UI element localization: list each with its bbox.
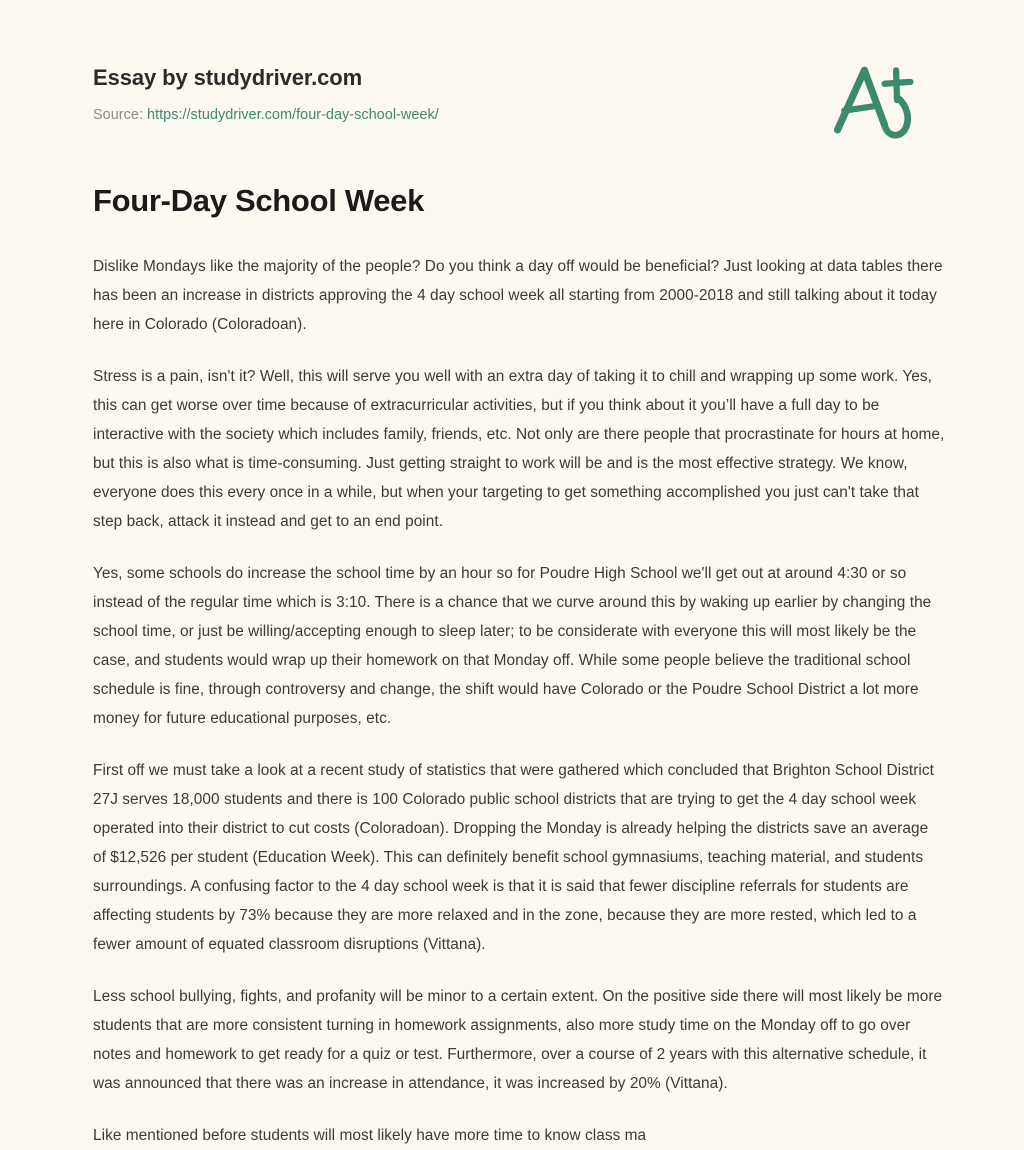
article (93, 182, 945, 1150)
paragraph: Dislike Mondays like the majority of the people? Do you think a day off would be beneficial? Just looking at data tables there has been an increase in districts approving the 4 day school week all starting from 2000-2018 and still talking about it today here in Colorado (Coloradoan). (93, 258, 943, 334)
article-body (93, 252, 945, 1150)
paragraph: Like mentioned before students will most likely have more time to know class ma (93, 1127, 647, 1145)
paragraph: Yes, some schools do increase the school time by an hour so for Poudre High School we'll get out at around 4:30 or so instead of the regular time which is 3:10. There is a chance that we curve around this by waking up earlier by changing the school time, or just be willing/accepting enough to sleep later; to be considerate with everyone this will most likely be the case, and students would wrap up their homework on that Monday off. While some people believe the traditional school schedule is fine, through controversy and change, the shift would have Colorado or the Poudre School District a lot more money for future educational purposes, etc. (93, 565, 932, 728)
brand-title: Essay by studydriver.com (93, 65, 363, 90)
page-header (0, 0, 1024, 182)
paragraph: Stress is a pain, isn't it? Well, this will serve you well with an extra day of taking it to chill and wrapping up some work. Yes, this can get worse over time because of extracurricular activities, but if you think about it you’ll have a full day to be interactive with the society which includes family, friends, etc. Not only are there people that procrastinate for hours at home, but this is also what is time-consuming. Just getting straight to work will be and is the most effective strategy. We know, everyone does this every once in a while, but when your targeting to get something accomplished you just can't take that step back, attack it instead and get to an end point. (93, 368, 945, 531)
a-plus-logo-icon (826, 54, 922, 150)
source-line (93, 106, 439, 125)
header-text-block (93, 62, 439, 124)
source-label: Source: (93, 106, 143, 123)
page-title: Four-Day School Week (93, 183, 425, 218)
paragraph: Less school bullying, fights, and profanity will be minor to a certain extent. On the positive side there will most likely be more students that are more consistent turning in homework assignments, also more study time on the Monday off to go over notes and homework to get ready for a quiz or test. Furthermore, over a course of 2 years with this alternative schedule, it was announced that there was an increase in attendance, it was increased by 20% (Vittana). (93, 988, 943, 1093)
paragraph: First off we must take a look at a recent study of statistics that were gathered which concluded that Brighton School District 27J serves 18,000 students and there is 100 Colorado public school districts that are trying to get the 4 day school week operated into their district to cut costs (Coloradoan). Dropping the Monday is already helping the districts save an average of $12,526 per student (Education Week). This can definitely benefit school gymnasiums, teaching material, and students surroundings. A confusing factor to the 4 day school week is that it is said that fewer discipline referrals for students are affecting students by 73% because they are more relaxed and in the zone, because they are more rested, which led to a fewer amount of equated classroom disruptions (Vittana). (93, 762, 934, 954)
source-url-link[interactable]: https://studydriver.com/four-day-school-week/ (147, 106, 439, 123)
